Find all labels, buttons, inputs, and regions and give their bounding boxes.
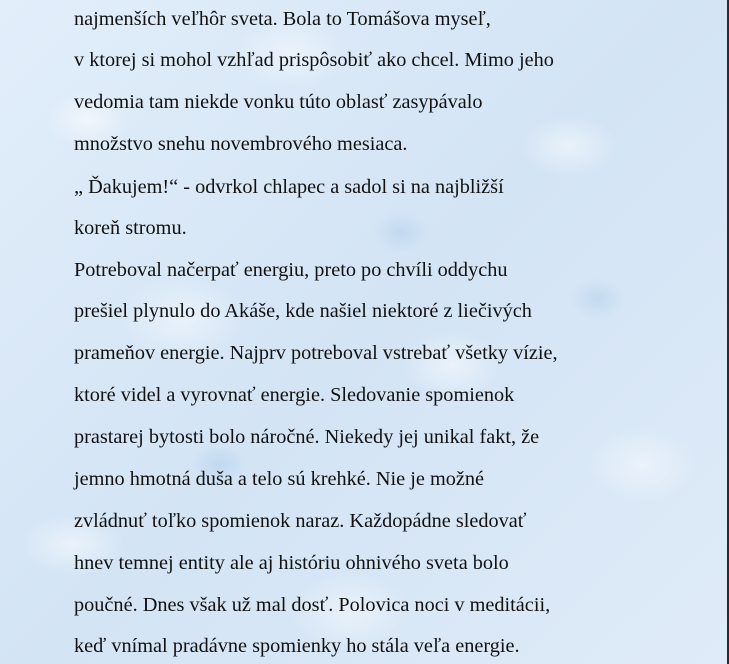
text-line-16: keď vnímal pradávne spomienky ho stála veľa energie.	[74, 635, 520, 657]
text-line-1: najmenších veľhôr sveta. Bola to Tomášova myseľ,	[74, 8, 491, 30]
text-line-3: vedomia tam niekde vonku túto oblasť zasypávalo	[74, 91, 483, 113]
text-line-15: poučné. Dnes však už mal dosť. Polovica noci v meditácii,	[74, 594, 551, 616]
text-line-2: v ktorej si mohol vzhľad prispôsobiť ako chcel. Mimo jeho	[74, 49, 554, 71]
text-line-4: množstvo snehu novembrového mesiaca.	[74, 133, 408, 155]
text-line-9: prameňov energie. Najprv potreboval vstrebať všetky vízie,	[74, 342, 558, 364]
text-line-12: jemno hmotná duša a telo sú krehké. Nie je možné	[74, 468, 485, 490]
text-line-5: „ Ďakujem!“ - odvrkol chlapec a sadol si na najbližší	[74, 176, 504, 198]
text-line-11: prastarej bytosti bolo náročné. Niekedy jej unikal fakt, že	[74, 426, 540, 448]
text-line-6: koreň stromu.	[74, 217, 187, 239]
text-line-8: prešiel plynulo do Akáše, kde našiel niektoré z liečivých	[74, 300, 532, 322]
text-line-7: Potreboval načerpať energiu, preto po chvíli oddychu	[74, 259, 508, 281]
text-line-13: zvládnuť toľko spomienok naraz. Každopádne sledovať	[74, 510, 527, 532]
text-line-10: ktoré videl a vyrovnať energie. Sledovanie spomienok	[74, 384, 515, 406]
text-line-14: hnev temnej entity ale aj históriu ohnivého sveta bolo	[74, 552, 509, 574]
